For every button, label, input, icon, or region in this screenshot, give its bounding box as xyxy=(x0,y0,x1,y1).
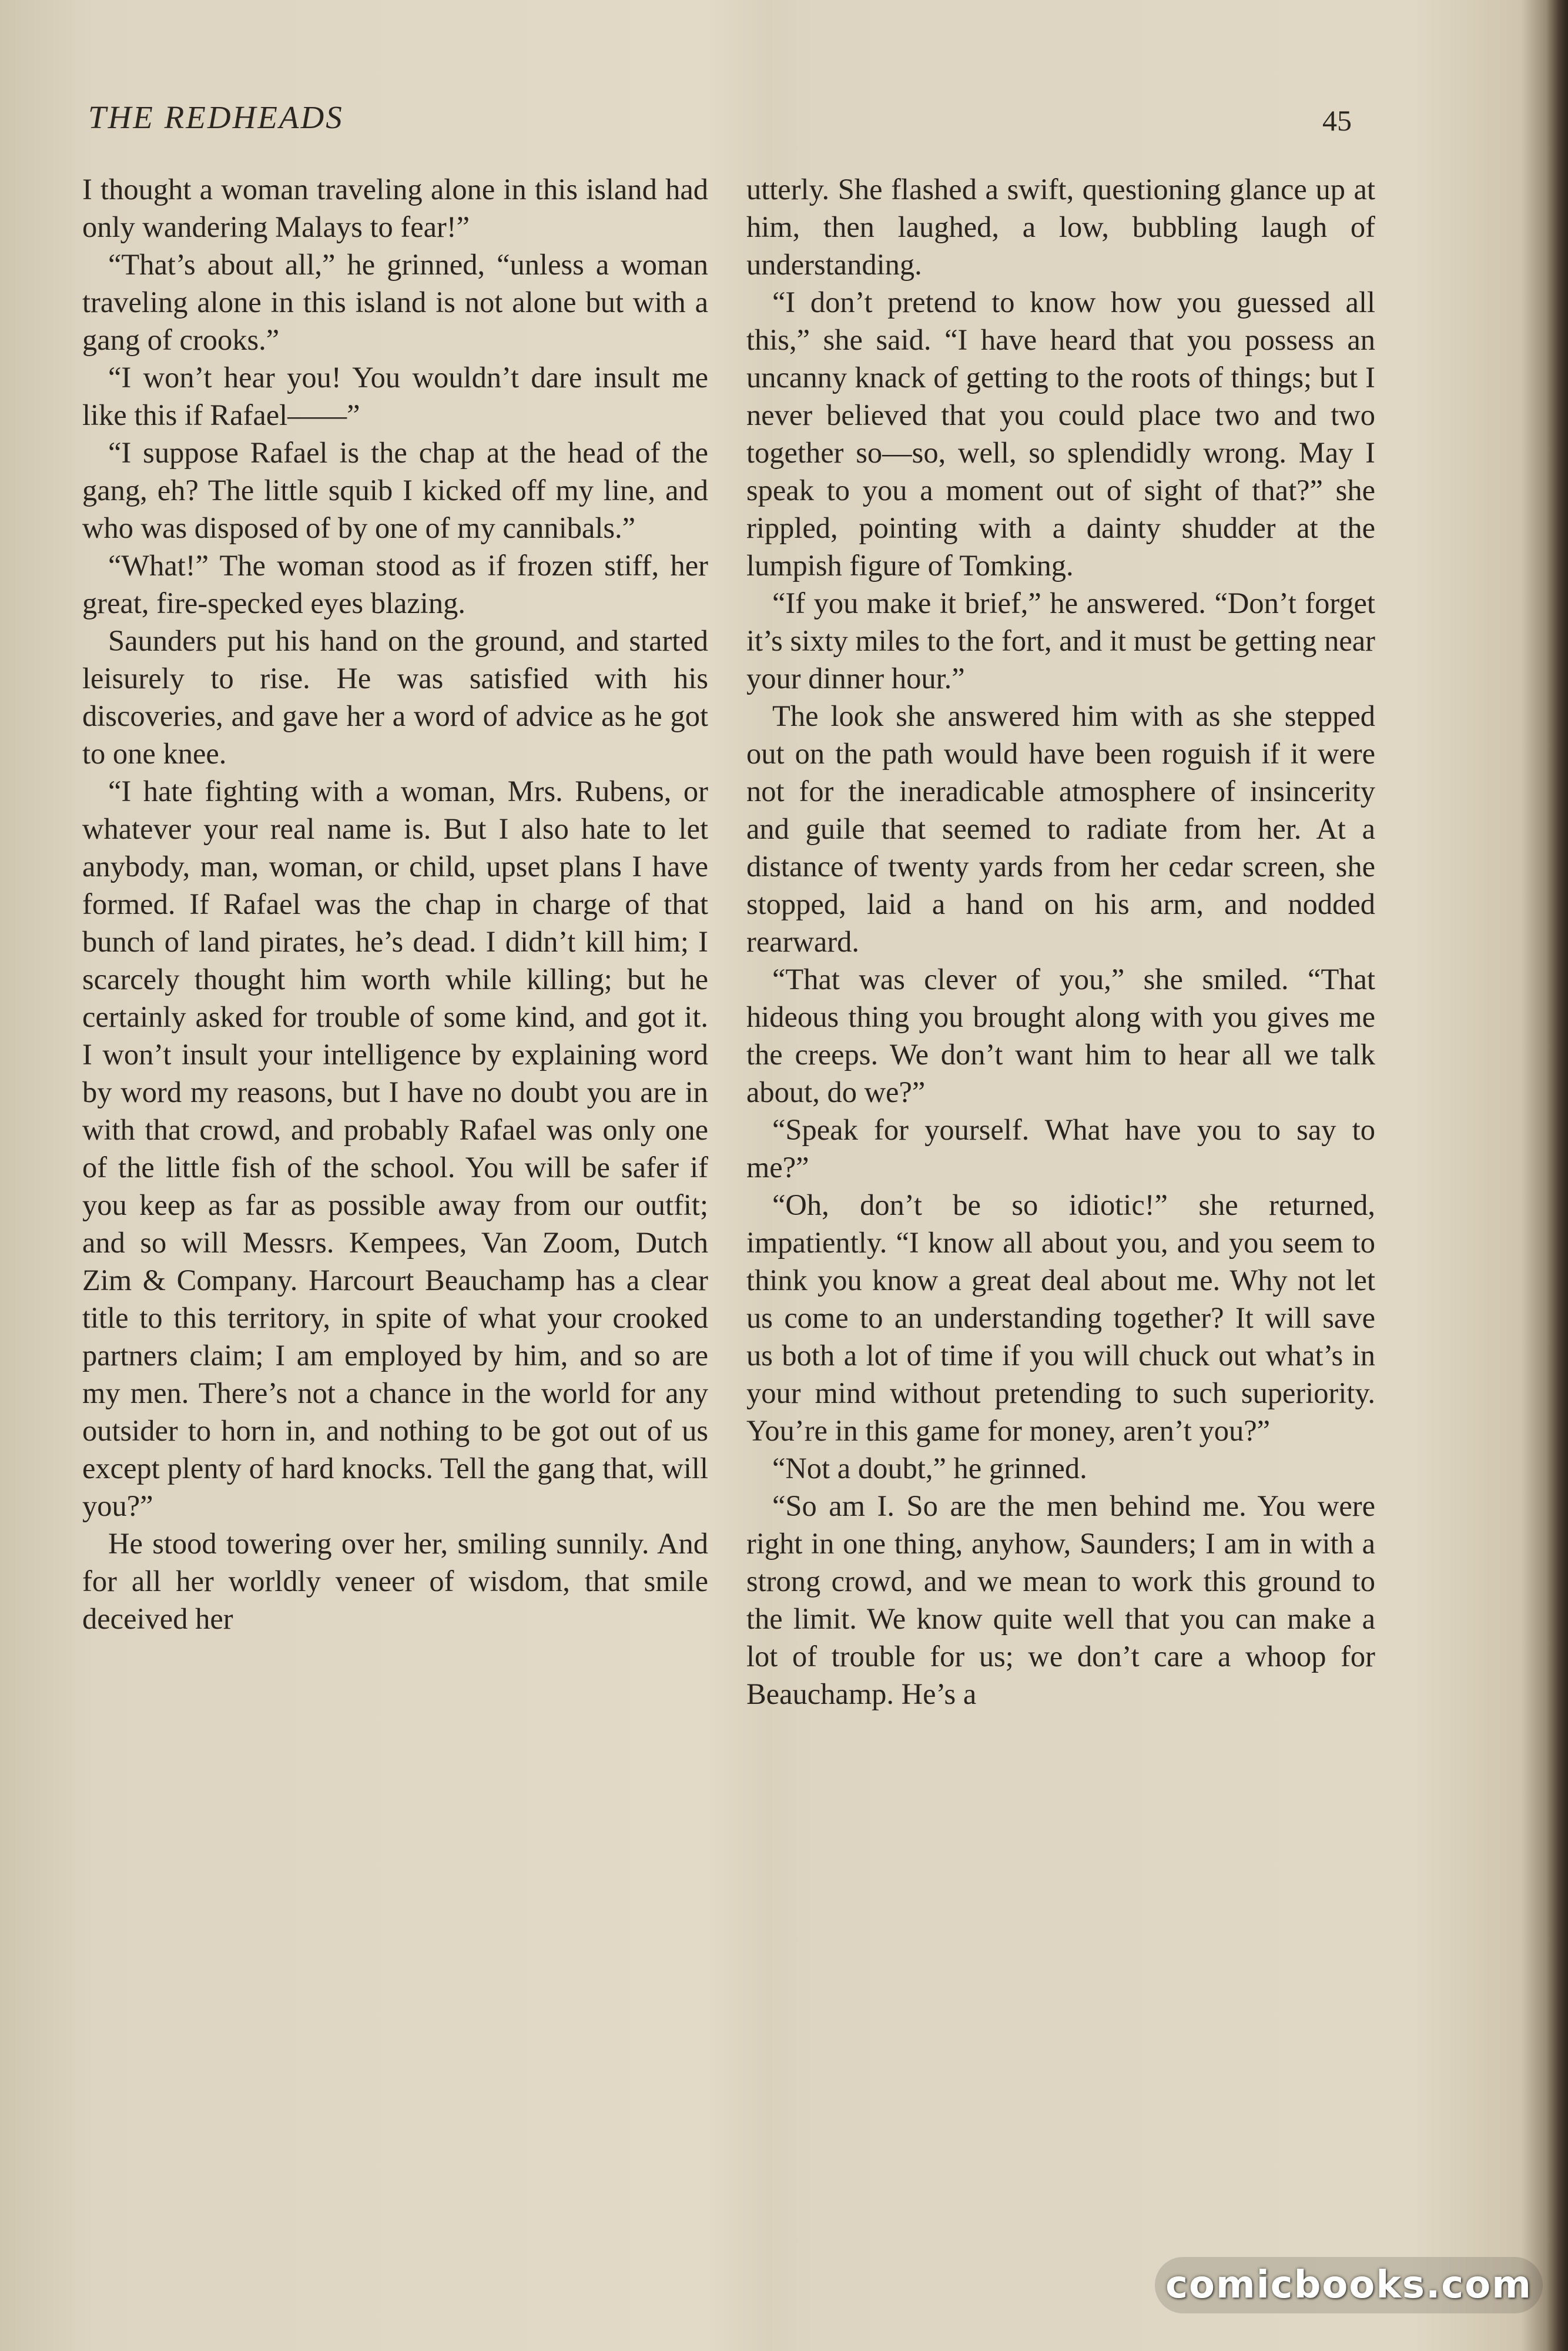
paragraph: Saunders put his hand on the ground, and started leisurely to rise. He was satisfied with his discoveries, and gave her a word of advice as he got to one knee. xyxy=(82,624,708,770)
site-watermark xyxy=(1155,2257,1543,2313)
right-column xyxy=(746,170,1375,1713)
paragraph: He stood towering over her, smiling sunnily. And for all her worldly veneer of wisdom, that smile deceived her xyxy=(82,1527,708,1635)
paragraph: “So am I. So are the men behind me. You were right in one thing, anyhow, Saunders; I am in with a strong crowd, and we mean to work this ground to the limit. We know quite well that you can make a lot of trouble for us; we don’t care a whoop for Beauchamp. He’s a xyxy=(746,1489,1375,1710)
paragraph: “Speak for yourself. What have you to say to me?” xyxy=(746,1113,1375,1184)
paragraph: “If you make it brief,” he answered. “Don’t forget it’s sixty miles to the fort, and it must be getting near your dinner hour.” xyxy=(746,587,1375,695)
paragraph: “That’s about all,” he grinned, “unless a woman traveling alone in this island is not alone but with a gang of crooks.” xyxy=(82,248,708,356)
paragraph: “I suppose Rafael is the chap at the head of the gang, eh? The little squib I kicked off my line, and who was disposed of by one of my cannibals.” xyxy=(82,436,708,544)
paragraph: “I won’t hear you! You wouldn’t dare insult me like this if Rafael——” xyxy=(82,361,708,431)
paragraph: “I hate fighting with a woman, Mrs. Rubens, or whatever your real name is. But I also hate to let anybody, man, woman, or child, upset plans I have formed. If Rafael was the chap in charge of that bunch of land pirates, he’s dead. I didn’t kill him; I scarcely thought him worth while killing; but he certainly asked for trouble of some kind, and got it. I won’t insult your intelligence by explaining word by word my reasons, but I have no doubt you are in with that crowd, and probably Rafael was only one of the little fish of the school. You will be safer if you keep as far as possible away from our outfit; and so will Messrs. Kempees, Van Zoom, Dutch Zim & Company. Harcourt Beauchamp has a clear title to this territory, in spite of what your crooked partners claim; I am employed by him, and so are my men. There’s not a chance in the world for any outsider to horn in, and nothing to be got out of us except plenty of hard knocks. Tell the gang that, will you?” xyxy=(82,775,708,1522)
watermark-text: comicbooks.com xyxy=(1165,2263,1532,2307)
left-column xyxy=(82,170,708,1637)
page-number: 45 xyxy=(1322,104,1352,137)
running-head: THE REDHEADS xyxy=(88,99,344,135)
paragraph: “That was clever of you,” she smiled. “That hideous thing you brought along with you gives me the creeps. We don’t want him to hear all we talk about, do we?” xyxy=(746,963,1375,1108)
paragraph: “I don’t pretend to know how you guessed all this,” she said. “I have heard that you possess an uncanny knack of getting to the roots of things; but I never believed that you could place two and two together so—so, well, so splendidly wrong. May I speak to you a moment out of sight of that?” she rippled, pointing with a dainty shudder at the lumpish figure of Tomking. xyxy=(746,286,1375,582)
paragraph: “Not a doubt,” he grinned. xyxy=(772,1452,1087,1485)
paragraph: I thought a woman traveling alone in this island had only wandering Malays to fear!” xyxy=(82,173,708,243)
paragraph: “Oh, don’t be so idiotic!” she returned, impatiently. “I know all about you, and you seem to think you know a great deal about me. Why not let us come to an understanding together? It will save us both a lot of time if you will chuck out what’s in your mind without pretending to such superiority. You’re in this game for money, aren’t you?” xyxy=(746,1188,1375,1447)
paragraph: “What!” The woman stood as if frozen stiff, her great, fire-specked eyes blazing. xyxy=(82,549,708,619)
book-spine-edge xyxy=(1546,0,1568,2351)
paragraph: The look she answered him with as she stepped out on the path would have been roguish if it were not for the ineradicable atmosphere of insincerity and guile that seemed to radiate from her. At a distance of twenty yards from her cedar screen, she stopped, laid a hand on his arm, and nodded rearward. xyxy=(746,699,1375,958)
paragraph: utterly. She flashed a swift, questioning glance up at him, then laughed, a low, bubbling laugh of understanding. xyxy=(746,173,1375,281)
